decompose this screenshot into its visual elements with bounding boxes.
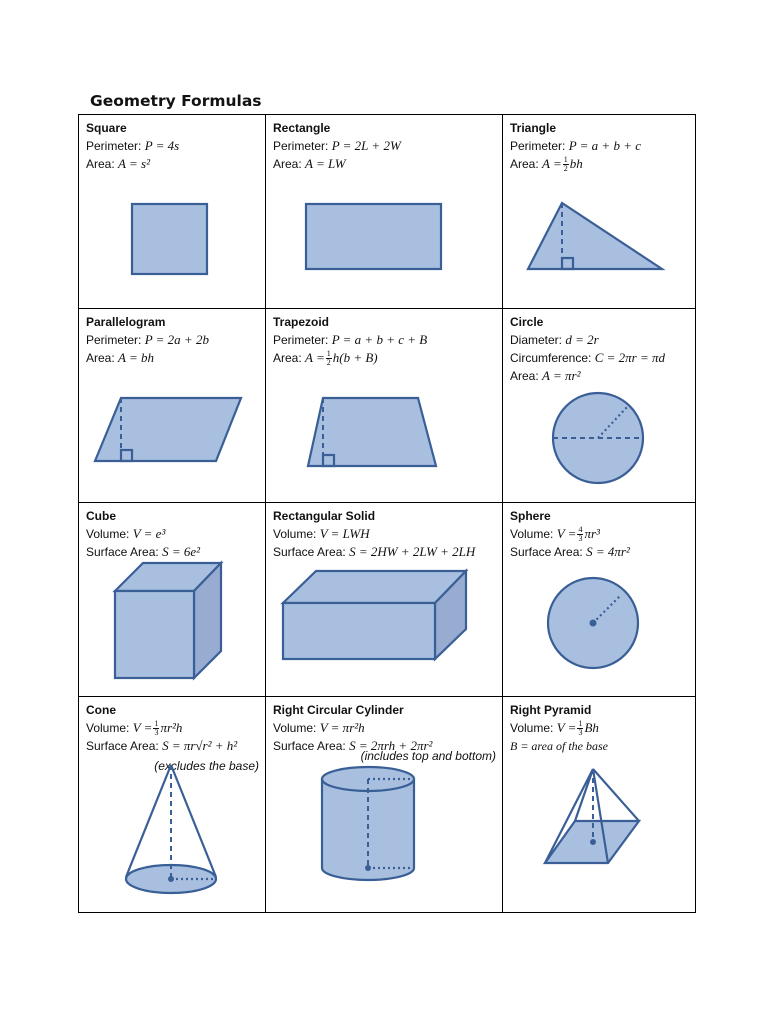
cylinder-surface-formula: S = 2πrh + 2πr² [349,738,433,753]
triangle-area-fraction: $\frac{1}{2}$ [563,155,568,174]
triangle-title: Triangle [510,121,557,135]
parallelogram-title: Parallelogram [86,315,166,329]
rect-solid-surface-label: Surface Area: [273,545,346,559]
pyramid-volume-fraction: $\frac{1}{3}$ [578,719,583,738]
sphere-figure [503,503,696,697]
cell-trapezoid [266,309,503,503]
parallelogram-area-label: Area: [86,351,115,365]
cylinder-figure [266,697,503,913]
pyramid-base-note: B = area of the base [510,739,608,754]
triangle-figure [503,115,696,309]
pyramid-volume-prefix: V = [556,720,577,735]
cell-parallelogram [79,309,266,503]
square-title: Square [86,121,127,135]
rect-solid-figure [266,503,503,697]
square-figure [79,115,266,309]
cylinder-volume-label: Volume: [273,721,317,735]
circle-area-formula: A = πr² [542,368,581,383]
cylinder-note: (includes top and bottom) [360,749,496,763]
cube-figure [79,503,266,697]
cell-square [79,115,266,309]
cone-volume-label: Volume: [86,721,130,735]
trapezoid-title: Trapezoid [273,315,330,329]
rect-solid-surface-formula: S = 2HW + 2LW + 2LH [349,544,476,559]
circle-circumference-formula: C = 2πr = πd [594,350,666,365]
rect-solid-volume-label: Volume: [273,527,317,541]
circle-diameter-formula: d = 2r [565,332,599,347]
circle-circumference-label: Circumference: [510,351,592,365]
rect-solid-volume-formula: V = LWH [319,526,370,541]
parallelogram-perimeter-label: Perimeter: [86,333,142,347]
cone-volume-prefix: V = [132,720,153,735]
circle-diameter-label: Diameter: [510,333,563,347]
cell-triangle [503,115,696,309]
cylinder-surface-label: Surface Area: [273,739,346,753]
cell-circle [503,309,696,503]
square-perimeter-formula: P = 4s [144,138,180,153]
square-area-label: Area: [86,157,115,171]
cone-volume-fraction: $\frac{1}{3}$ [154,719,159,738]
pyramid-figure [503,697,696,913]
parallelogram-perimeter-formula: P = 2a + 2b [144,332,209,347]
formula-grid [78,114,696,913]
trapezoid-area-label: Area: [273,351,302,365]
page-title: Geometry Formulas [90,92,262,110]
sphere-title: Sphere [510,509,551,523]
cylinder-title: Right Circular Cylinder [273,703,404,717]
trapezoid-perimeter-label: Perimeter: [273,333,329,347]
sphere-surface-formula: S = 4πr² [586,544,630,560]
cone-note: (excludes the base) [154,759,259,773]
pyramid-volume-label: Volume: [510,721,554,735]
trapezoid-perimeter-formula: P = a + b + c + B [331,332,428,347]
cell-cone [79,697,266,913]
triangle-area-label: Area: [510,157,539,171]
triangle-perimeter-label: Perimeter: [510,139,566,153]
sphere-volume-label: Volume: [510,527,554,541]
cylinder-volume-formula: V = πr²h [319,720,365,735]
rect-solid-title: Rectangular Solid [273,509,376,523]
cell-rect-solid [266,503,503,697]
trapezoid-figure [266,309,503,503]
pyramid-volume-suffix: Bh [584,720,599,735]
cube-volume-formula: V = e³ [132,526,166,541]
cell-cylinder [266,697,503,913]
trapezoid-area-fraction: $\frac{1}{2}$ [326,349,331,368]
cone-surface-label: Surface Area: [86,739,159,754]
rectangle-perimeter-label: Perimeter: [273,139,329,153]
trapezoid-area-prefix: A = [305,350,325,365]
triangle-area-suffix: bh [569,156,583,171]
cell-pyramid [503,697,696,913]
rectangle-title: Rectangle [273,121,331,135]
square-area-formula: A = s² [118,156,150,171]
rectangle-area-label: Area: [273,157,302,171]
square-perimeter-label: Perimeter: [86,139,142,153]
circle-title: Circle [510,315,544,329]
sphere-volume-suffix: πr³ [584,526,600,541]
cone-volume-suffix: πr²h [160,720,183,735]
rectangle-area-formula: A = LW [305,156,346,171]
pyramid-title: Right Pyramid [510,703,592,717]
cube-surface-formula: S = 6e² [162,544,201,559]
rectangle-figure [266,115,503,309]
parallelogram-area-formula: A = bh [118,350,155,365]
cube-volume-label: Volume: [86,527,130,541]
sphere-volume-fraction: $\frac{4}{3}$ [578,525,583,544]
rectangle-perimeter-formula: P = 2L + 2W [331,138,401,153]
cube-surface-label: Surface Area: [86,545,159,559]
triangle-perimeter-formula: P = a + b + c [568,138,641,153]
sphere-volume-prefix: V = [556,526,577,541]
cone-title: Cone [86,703,116,717]
circle-figure [503,309,696,503]
cube-title: Cube [86,509,116,523]
triangle-area-prefix: A = [542,156,562,171]
cell-rectangle [266,115,503,309]
circle-area-label: Area: [510,369,539,383]
parallelogram-figure [79,309,266,503]
sphere-surface-label: Surface Area: [510,545,583,560]
cone-surface-formula: S = πr√r² + h² [162,738,238,754]
cell-cube [79,503,266,697]
cell-sphere [503,503,696,697]
trapezoid-area-suffix: h(b + B) [332,350,378,365]
cone-figure [79,697,266,913]
